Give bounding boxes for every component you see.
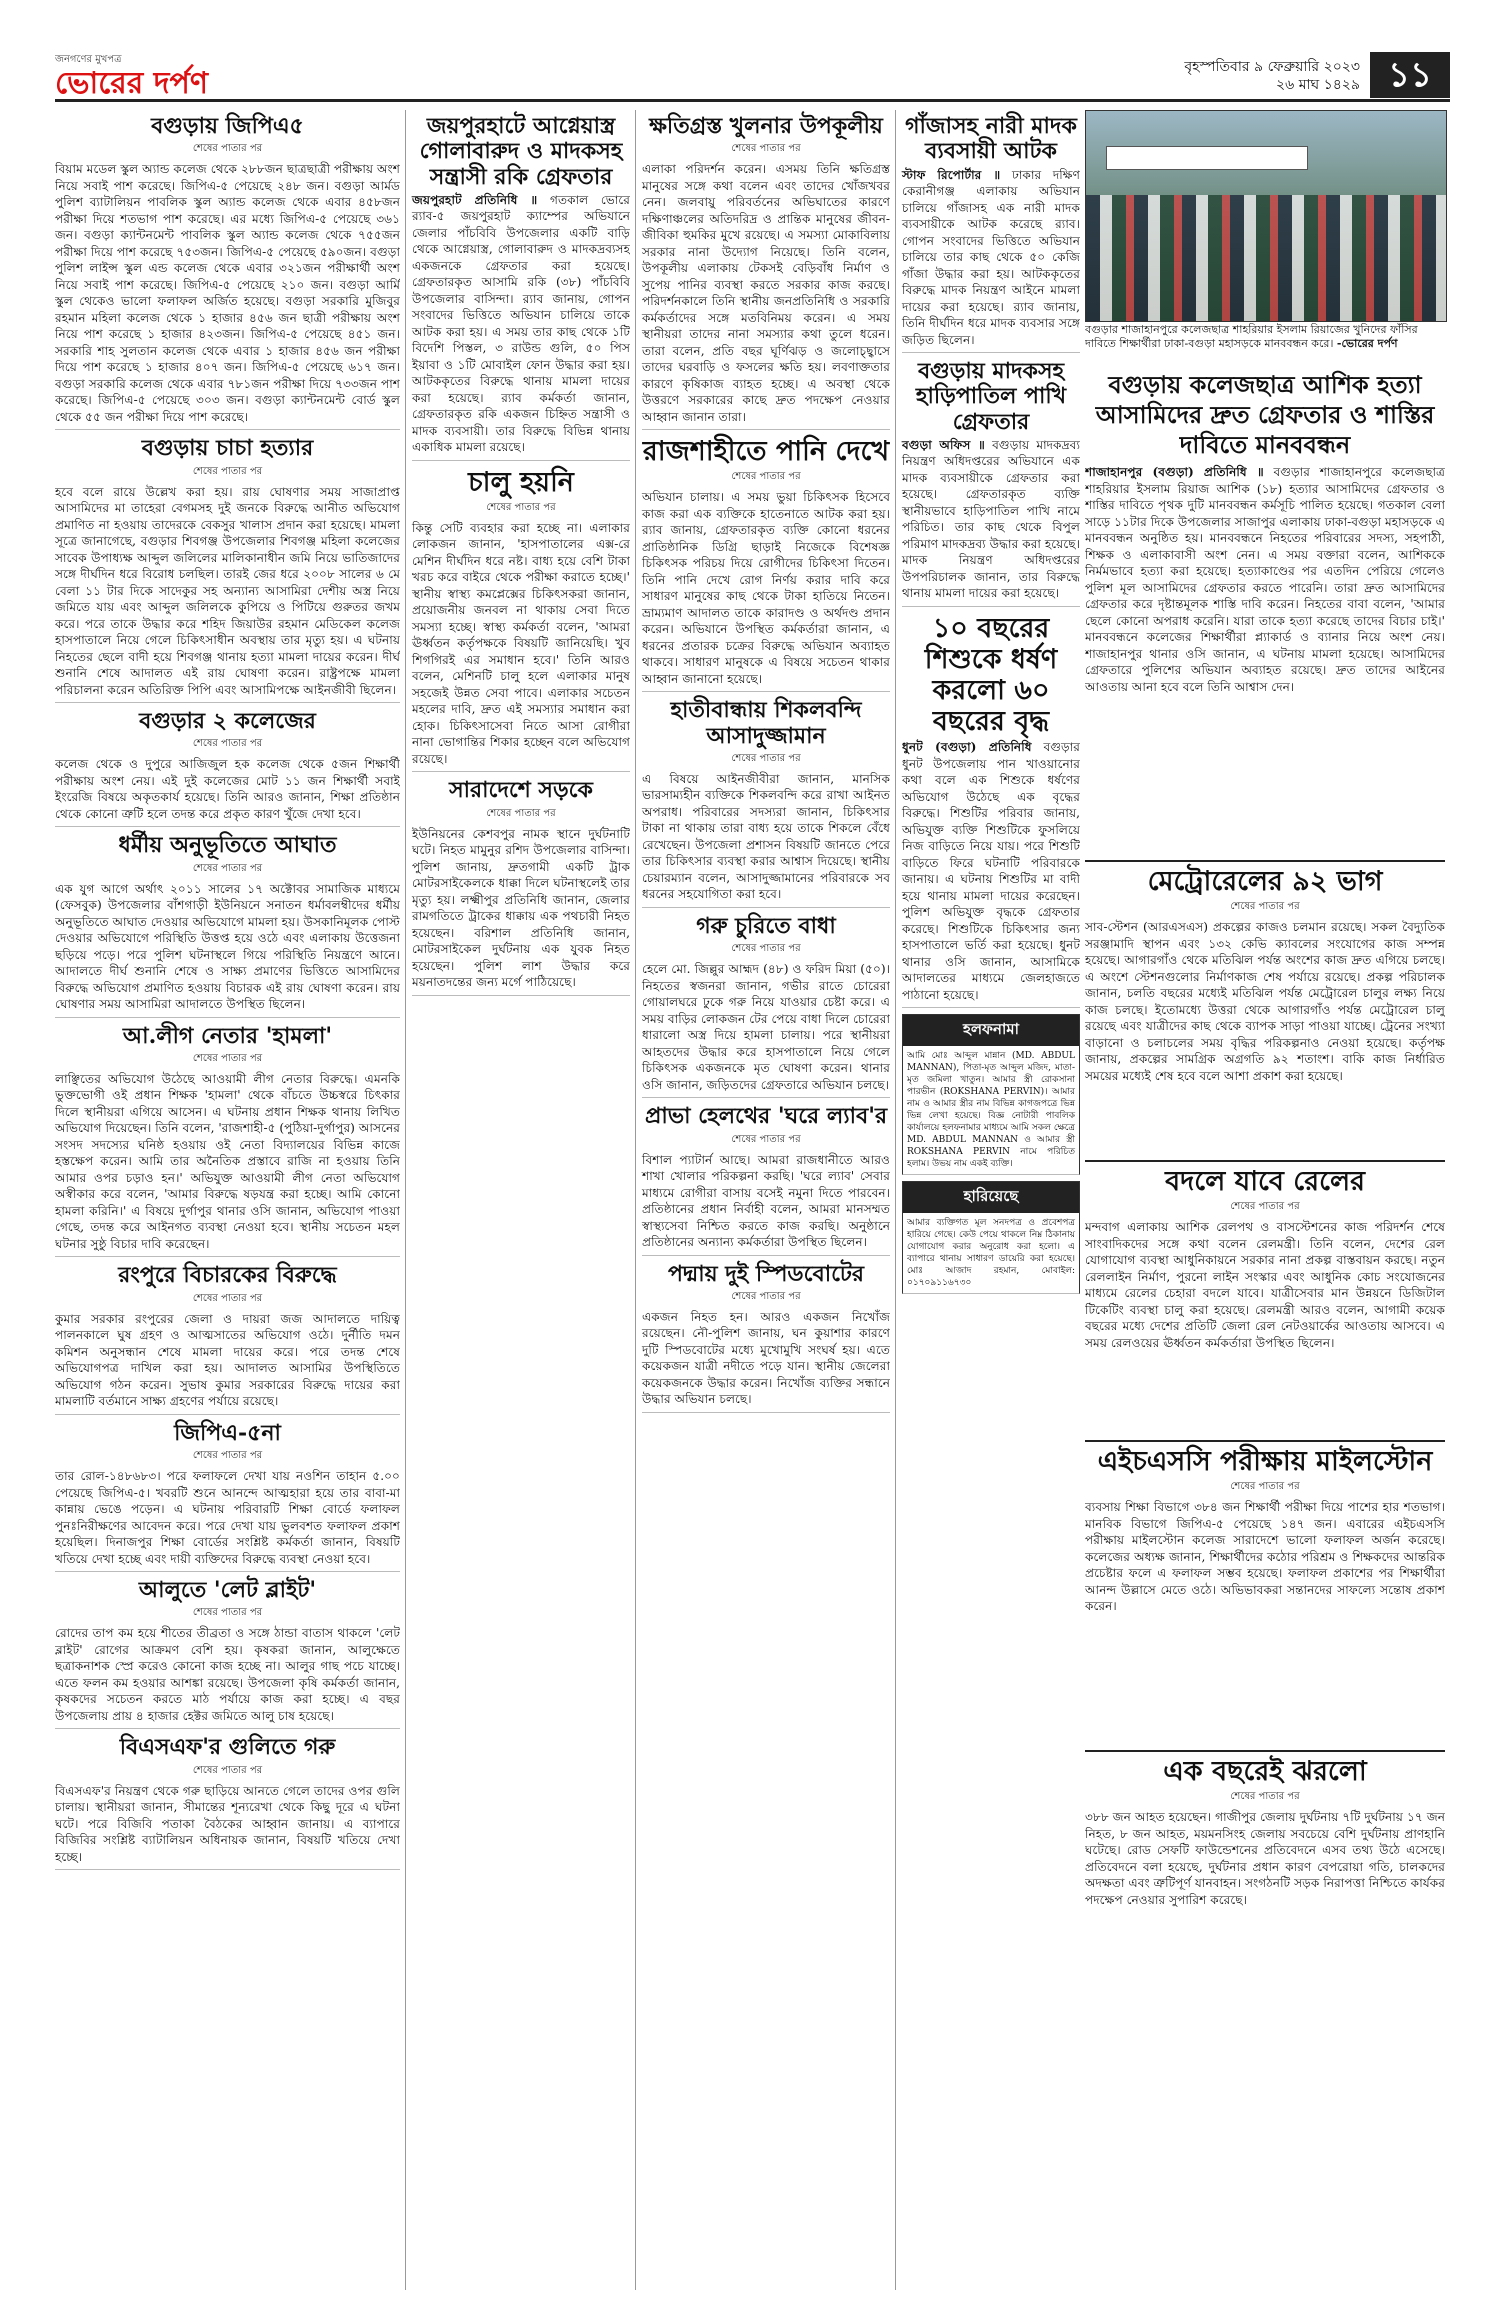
jump-line: শেষের পাতার পর [192, 1607, 263, 1619]
jump-line: শেষের পাতার পর [192, 862, 263, 874]
logo [55, 52, 208, 101]
article-byline: ধুনট (বগুড়া) প্রতিনিধি [902, 740, 1032, 755]
article [55, 436, 400, 703]
article-body: এক যুগ আগে অর্থাৎ ২০১১ সালের ১৭ অক্টোবর সামাজিক মাধ্যমে (ফেসবুক) উপজেলার বাঁশগাড়ী ইউনিয়নে সনাতন ধর্মাবলম্বীদের ধর্মীয় অনুভূতিতে আঘাত দেওয়ার অভিযোগে মামলা হয়। উসকানিমূলক পোস্ট দেওয়ার অভিযোগে পরিস্থিতি উত্তপ্ত হয়ে ওঠে এবং এলাকায় উত্তেজনা ছড়িয়ে পড়ে। পরে পুলিশ ঘটনাস্থলে গিয়ে পরিস্থিতি নিয়ন্ত্রণে আনে। আদালতে দীর্ঘ শুনানি শেষে ও সাক্ষ্য প্রমাণের ভিত্তিতে আসামিদের বিরুদ্ধে অভিযোগ প্রমাণিত হওয়ায় বিচারক এই রায় ঘোষণা করেন। রায় ঘোষণার সময় আসামিরা আদালতে উপস্থিত ছিলেন। [55, 881, 400, 1012]
article [55, 114, 400, 430]
lead-byline: শাজাহানপুর (বগুড়া) প্রতিনিধি ॥ [1085, 465, 1264, 479]
photo-banner [1106, 146, 1308, 170]
article-body: হেলে মো. জিল্লুর আহ্মদ (৪৮) ও ফরিদ মিয়া (৫০)। নিহতের স্বজনরা জানান, গভীর রাতে চোরেরা গোয়ালঘরে ঢুকে গরু নিয়ে যাওয়ার চেষ্টা করে। এ সময় বাড়ির লোকজন টের পেয়ে বাধা দিলে চোরেরা ধারালো অস্ত্র দিয়ে হামলা চালায়। পরে স্থানীয়রা আহতদের উদ্ধার করে হাসপাতালে নিয়ে গেলে চিকিৎসক একজনকে মৃত ঘোষণা করেন। থানার ওসি জানান, জড়িতদের গ্রেফতারে অভিযান চলছে। [642, 962, 890, 1092]
logo-name: ভোরের দর্পণ [55, 66, 208, 101]
article [55, 1263, 400, 1414]
hsc-headline: এইচএসসি পরীক্ষায় মাইলস্টোন [1097, 1446, 1433, 1477]
article-headline: বগুড়ায় জিপিএ৫ [151, 113, 304, 139]
article-byline: স্টাফ রিপোর্টার ॥ [902, 167, 1001, 182]
rail-headline: বদলে যাবে রেলের [1165, 1166, 1365, 1197]
article-headline: বগুড়ার ২ কলেজের [139, 708, 316, 735]
article-body: কুমার সরকার রংপুরের জেলা ও দায়রা জজ আদালতে দায়িত্ব পালনকালে ঘুষ গ্রহণ ও আত্মসাতের অভিযোগ ওঠে। দুর্নীতি দমন কমিশন অনুসন্ধান শেষে মামলা দায়ের করে। পরে তদন্ত শেষে অভিযোগপত্র দাখিল করা হয়। আদালত আসামির উপস্থিতিতে অভিযোগ গঠন করেন। সুভাষ কুমার সরকারের বিরুদ্ধে দায়ের করা মামলাটি বর্তমানে সাক্ষ্য গ্রহণের পর্যায়ে রয়েছে। [55, 1311, 400, 1409]
article [55, 833, 400, 1017]
article [902, 114, 1080, 353]
logo-tagline: জনগণের মুখপত্র [55, 54, 122, 65]
article-body: রোদের তাপ কম হয়ে শীতের তীব্রতা ও সঙ্গে ঠান্ডা বাতাস থাকলে 'লেট ব্লাইট' রোগের আক্রমণ বেশি হয়। কৃষকরা জানান, আলুক্ষেতে ছত্রাকনাশক স্প্রে করেও কোনো কাজ হচ্ছে না। আলুর গাছ পচে যাচ্ছে। এতে ফলন কম হওয়ার আশঙ্কা রয়েছে। উপজেলা কৃষি কর্মকর্তা জানান, কৃষকদের সচেতন করতে মাঠ পর্যায়ে কাজ করা হচ্ছে। এ বছর উপজেলায় প্রায় ৪ হাজার হেক্টর জমিতে আলু চাষ হয়েছে। [55, 1626, 400, 1723]
article-body: ঢাকার দক্ষিণ কেরানীগঞ্জ এলাকায় অভিযান চালিয়ে গাঁজাসহ এক নারী মাদক ব্যবসায়ীকে আটক করেছে র‌্যাব। গোপন সংবাদের ভিত্তিতে অভিযান চালিয়ে তার কাছ থেকে ৫০ কেজি গাঁজা উদ্ধার করা হয়। আটককৃতের বিরুদ্ধে মাদক নিয়ন্ত্রণ আইনে মামলা দায়ের করা হয়েছে। র‌্যাব জানায়, তিনি দীর্ঘদিন ধরে মাদক ব্যবসার সঙ্গে জড়িত ছিলেন। [902, 167, 1080, 347]
issue-date [1184, 58, 1360, 94]
article [55, 1578, 400, 1729]
accident-jump: শেষের পাতার পর [1230, 1791, 1300, 1803]
jump-line: শেষের পাতার পর [192, 1052, 263, 1064]
article-body: এলাকা পরিদর্শন করেন। এসময় তিনি ক্ষতিগ্রস্ত মানুষের সঙ্গে কথা বলেন এবং তাদের খোঁজখবর নেন। জলবায়ু পরিবর্তনের অভিঘাতের কারণে দক্ষিণাঞ্চলের অতিদরিদ্র ও প্রান্তিক মানুষের জীবন-জীবিকা হুমকির মুখে রয়েছে। এ সমস্যা মোকাবিলায় সরকার নানা উদ্যোগ নিয়েছে। তিনি বলেন, উপকূলীয় এলাকায় টেকসই বেড়িবাঁধ নির্মাণ ও সুপেয় পানির ব্যবস্থা করতে সরকার কাজ করছে। পরিদর্শনকালে তিনি স্থানীয় জনপ্রতিনিধি ও সরকারি কর্মকর্তাদের সঙ্গে মতবিনিময় করেন। এ সময় স্থানীয়রা তাদের নানা সমস্যার কথা তুলে ধরেন। তারা বলেন, প্রতি বছর ঘূর্ণিঝড় ও জলোচ্ছ্বাসে তাদের ঘরবাড়ি ও ফসলের ক্ষতি হয়। লবণাক্ততার কারণে কৃষিকাজ ব্যাহত হচ্ছে। এ অবস্থা থেকে উত্তরণে সরকারের কাছে দ্রুত পদক্ষেপ নেওয়ার আহ্বান জানান তারা। [642, 162, 890, 424]
jump-line: শেষের পাতার পর [486, 807, 556, 819]
hsc-body: ব্যবসায় শিক্ষা বিভাগে ৩৮৪ জন শিক্ষার্থী পরীক্ষা দিয়ে পাশের হার শতভাগ। মানবিক বিভাগে জিপিএ-৫ পেয়েছে ১৪৭ জন। এবারের এইচএসসি পরীক্ষায় মাইলস্টোন কলেজ সারাদেশে ভালো ফলাফল অর্জন করেছে। কলেজের অধ্যক্ষ জানান, শিক্ষার্থীদের কঠোর পরিশ্রম ও শিক্ষকদের আন্তরিক প্রচেষ্টার ফলে এ ফলাফল সম্ভব হয়েছে। ফলাফল প্রকাশের পর শিক্ষার্থীরা আনন্দ উল্লাসে মেতে ওঠে। অভিভাবকরা সন্তানদের সাফল্যে সন্তোষ প্রকাশ করেন। [1085, 1500, 1445, 1614]
rail-jump: শেষের পাতার পর [1230, 1201, 1300, 1213]
article-byline: বগুড়া অফিস ॥ [902, 437, 985, 452]
rail-story [1085, 1160, 1445, 1430]
article-headline: বগুড়ায় মাদকসহ হাড়িপাতিল পাখি গ্রেফতার [915, 358, 1067, 435]
jump-line: শেষের পাতার পর [192, 1450, 263, 1462]
accident-headline: এক বছরেই ঝরলো [1163, 1756, 1367, 1787]
jump-line: শেষের পাতার পর [731, 1133, 801, 1145]
article-headline: চালু হয়নি [468, 466, 574, 498]
jump-line: শেষের পাতার পর [192, 1764, 263, 1776]
column-1 [55, 110, 400, 2290]
accident-story [1085, 1750, 1445, 2290]
article-body: হবে বলে রায়ে উল্লেখ করা হয়। রায় ঘোষণার সময় সাজাপ্রাপ্ত আসামিদের মা তাহেরা বেগমসহ দুই জনকে বিরুদ্ধে আনীত অভিযোগ প্রমাণিত না হওয়ায় তাদেরকে বেকসুর খালাস প্রদান করা হয়েছে। মামলা সূত্রে জানাগেছে, বগুড়ার শিবগঞ্জ উপজেলার শিবগঞ্জ মহিলা কলেজের সাবেক উপাধ্যক্ষ আব্দুল জলিলের মালিকানাধীন জমি নিয়ে ভাতিজাদের সঙ্গে দীর্ঘদিন ধরে বিরোধ চলছিল। তারই জের ধরে ২০০৮ সালের ৬ মে বেলা ১১ টার দিকে সাদেকুর সহ অন্যান্য আসামিরা দেশীয় অস্ত্র নিয়ে জমিতে যায় এবং আব্দুল জলিলকে কুপিয়ে ও পিটিয়ে গুরুতর জখম করে। পরে তাকে উদ্ধার করে শহিদ জিয়াউর রহমান মেডিকেল কলেজ হাসপাতালে নিয়ে গেলে চিকিৎসাধীন অবস্থায় তার মৃত্যু হয়। এ ঘটনায় নিহতের ছেলে বাদী হয়ে শিবগঞ্জ থানায় হত্যা মামলা দায়ের করেন। দীর্ঘ শুনানি শেষে আদালত এই রায় ঘোষণা করেন। রাষ্ট্রপক্ষে মামলা পরিচালনা করেন অতিরিক্ত পিপি এবং আসামিপক্ষে আইনজীবী ছিলেন। [55, 484, 400, 697]
notice-title: হারিয়েছে [903, 1182, 1079, 1213]
article-byline: জয়পুরহাট প্রতিনিধি ॥ [412, 192, 538, 207]
hsc-jump: শেষের পাতার পর [1230, 1481, 1300, 1493]
article-headline: প্রাভা হেলথের 'ঘরে ল্যাব'র [644, 1103, 888, 1130]
article-body: বিয়াম মডেল স্কুল অ্যান্ড কলেজ থেকে ২৮৮জন ছাত্রছাত্রী পরীক্ষায় অংশ নিয়ে সবাই পাশ করেছে। জিপিএ-৫ পেয়েছে ২৪৮ জন। বগুড়া আর্মড পুলিশ ব্যাটালিয়ন পাবলিক স্কুল অ্যান্ড কলেজ থেকে এবার ৪৫৮জন পরীক্ষা দিয়ে শতভাগ পাশ করেছে। এর মধ্যে জিপিএ-৫ পেয়েছে ৩৬১ জন। বগুড়া ক্যান্টনমেন্ট পাবলিক স্কুল অ্যান্ড কলেজ থেকে ৭৫৫জন পরীক্ষা দিয়ে পাশ করেছে ৭৫৩জন। জিপিএ-৫ পেয়েছে ৫৯০জন। বগুড়া পুলিশ লাইন্স স্কুল এন্ড কলেজ থেকে এবার ৩২১জন পরীক্ষার্থী অংশ নিয়ে সবাই পাশ করেছে। জিপিএ-৫ পেয়েছে ২১০ জন। বগুড়া আর্মি স্কুল থেকেও ভালো ফলাফল অর্জিত হয়েছে। বগুড়া সরকারি মুজিবুর রহমান মহিলা কলেজ থেকে ১ হাজার ৪৫৬ জন ছাত্রী পরীক্ষায় অংশ নিয়ে পাশ করেছে ১ হাজার ৪২৩জন। জিপিএ-৫ পেয়েছে ৪৫১ জন। সরকারি শাহ সুলতান কলেজ থেকে এবার ১ হাজার ৪৫৬ জন পরীক্ষা দিয়ে পাশ করেছে ১ হাজার ৪০৭ জন। জিপিএ-৫ পেয়েছে ৬১৭ জন। বগুড়া সরকারি কলেজ থেকে এবার ৭৮১জন পরীক্ষা দিয়ে ৭৩৩জন পাশ করেছে। জিপিএ-৫ পেয়েছে ৩০৩ জন। বগুড়া ক্যান্টনমেন্ট বোর্ড স্কুল থেকে ৫৫ জন পরীক্ষা দিয়ে পাশ করেছে। [55, 162, 400, 424]
article-headline: ১০ বছরের শিশুকে ধর্ষণ করলো ৬০ বছরের বৃদ্ধ [924, 612, 1058, 738]
article-headline: জিপিএ-৫না [174, 1419, 281, 1446]
metro-headline: মেট্রোরেলের ৯২ ভাগ [1147, 866, 1383, 897]
notice-title: হলফনামা [903, 1015, 1079, 1046]
article-headline: বগুড়ায় চাচা হত্যার [141, 435, 314, 462]
article [902, 1181, 1080, 1294]
article-body: অভিযান চালায়। এ সময় ভুয়া চিকিৎসক হিসেবে কাজ করা এক ব্যক্তিকে হাতেনাতে আটক করা হয়। র‌্যাব জানায়, গ্রেফতারকৃত ব্যক্তি কোনো ধরনের প্রাতিষ্ঠানিক ডিগ্রি ছাড়াই নিজেকে বিশেষজ্ঞ চিকিৎসক পরিচয় দিয়ে রোগীদের চিকিৎসা দিতেন। তিনি পানি দেখে রোগ নির্ণয় করার দাবি করে সাধারণ মানুষের কাছ থেকে টাকা হাতিয়ে নিতেন। ভ্রাম্যমাণ আদালত তাকে কারাদণ্ড ও অর্থদণ্ড প্রদান করেন। অভিযানে উপস্থিত কর্মকর্তারা জানান, এ ধরনের প্রতারক চক্রের বিরুদ্ধে অভিযান অব্যাহত থাকবে। সাধারণ মানুষকে এ বিষয়ে সচেতন থাকার আহ্বান জানানো হয়েছে। [642, 490, 890, 686]
metro-jump: শেষের পাতার পর [1230, 901, 1300, 913]
notice-body: আমি মোঃ আব্দুল মান্নান (MD. ABDUL MANNAN), পিতা-মৃত আব্দুল মজিদ, মাতা-মৃত জমিলা খাতুন। আমার স্ত্রী রোকসানা পারভীন (ROKSHANA PERVIN)। আমার নাম ও আমার স্ত্রীর নাম বিভিন্ন কাগজপত্রে ভিন্ন ভিন্ন লেখা হয়েছে। বিজ্ঞ নোটারী পাবলিক কার্যালয়ে হলফনামার মাধ্যমে আমি সকল ক্ষেত্রে MD. ABDUL MANNAN ও আমার স্ত্রী ROKSHANA PERVIN নামে পরিচিত হলাম। উভয় নাম একই ব্যক্তি। [907, 1051, 1075, 1170]
article-headline: সারাদেশে সড়কে [449, 777, 593, 804]
article [642, 1104, 890, 1255]
jump-line: শেষের পাতার পর [192, 143, 263, 155]
article [642, 914, 890, 1098]
article [55, 1421, 400, 1572]
article-headline: ধর্মীয় অনুভূতিতে আঘাত [118, 832, 337, 859]
article-body: বগুড়ায় মাদকদ্রব্য নিয়ন্ত্রণ অধিদপ্তরের অভিযানে এক মাদক ব্যবসায়ীকে গ্রেফতার করা হয়েছে। গ্রেফতারকৃত ব্যক্তি স্থানীয়ভাবে হাড়িপাতিল পাখি নামে পরিচিত। তার কাছ থেকে বিপুল পরিমাণ মাদকদ্রব্য উদ্ধার করা হয়েছে। মাদক নিয়ন্ত্রণ অধিদপ্তরের উপপরিচালক জানান, তার বিরুদ্ধে থানায় মামলা দায়ের করা হয়েছে। [902, 437, 1080, 601]
article [642, 436, 890, 692]
article [902, 359, 1080, 607]
article [642, 114, 890, 430]
lead-body: বগুড়ার শাজাহানপুরে কলেজছাত্র শাহরিয়ার ইসলাম রিয়াজ আশিক (১৮) হত্যার আসামিদের গ্রেফতার ও শাস্তির দাবিতে পৃথক দুটি মানববন্ধন কর্মসূচি পালিত হয়েছে। গতকাল বেলা সাড়ে ১১টার দিকে উপজেলার সাজাপুর এলাকায় ঢাকা-বগুড়া মহাসড়কে এ মানববন্ধন অনুষ্ঠিত হয়। মানববন্ধনে নিহতের পরিবারের সদস্য, সহপাঠী, শিক্ষক ও এলাকাবাসী অংশ নেন। এ সময় বক্তারা বলেন, আশিককে নির্মমভাবে হত্যা করা হয়েছে। হত্যাকাণ্ডের পর এতদিন পেরিয়ে গেলেও পুলিশ মূল আসামিদের গ্রেফতার করতে পারেনি। তারা দ্রুত আসামিদের গ্রেফতার করে দৃষ্টান্তমূলক শাস্তি দাবি করেন। নিহতের বাবা বলেন, 'আমার ছেলে কোনো অপরাধ করেনি। যারা তাকে হত্যা করেছে তাদের বিচার চাই।' মানববন্ধনে কলেজের শিক্ষার্থীরা প্ল্যাকার্ড ও ব্যানার নিয়ে অংশ নেয়। শাজাহানপুর থানার ওসি জানান, এ ঘটনায় মামলা হয়েছে। আসামিদের গ্রেফতারে পুলিশের অভিযান অব্যাহত রয়েছে। দ্রুত তাদের আইনের আওতায় আনা হবে বলে তিনি আশ্বাস দেন। [1085, 465, 1445, 694]
article-body: লাঞ্ছিতের অভিযোগ উঠেছে আওয়ামী লীগ নেতার বিরুদ্ধে। এমনকি ভুক্তভোগী ওই প্রধান শিক্ষক 'হামলা' থেকে বাঁচতে উচ্চস্বরে চিৎকার দিলে স্থানীয়রা এগিয়ে আসেন। এ ঘটনায় প্রধান শিক্ষক থানায় লিখিত অভিযোগ দিয়েছেন। তিনি বলেন, 'রাজশাহী-৫ (পুঠিয়া-দুর্গাপুর) আসনের সংসদ সদস্যের ঘনিষ্ঠ হওয়ায় ওই নেতা বিদ্যালয়ের বিভিন্ন কাজে হস্তক্ষেপ করেন। আমি তার অনৈতিক প্রস্তাবে রাজি না হওয়ায় তিনি আমার ওপর চড়াও হন।' অভিযুক্ত আওয়ামী লীগ নেতা অভিযোগ অস্বীকার করে বলেন, 'আমার বিরুদ্ধে ষড়যন্ত্র করা হচ্ছে। আমি কোনো হামলা করিনি।' এ বিষয়ে দুর্গাপুর থানার ওসি জানান, অভিযোগ পাওয়া গেছে, তদন্ত করে আইনগত ব্যবস্থা নেওয়া হবে। স্থানীয় সচেতন মহল ঘটনার সুষ্ঠু বিচার দাবি করেছেন। [55, 1071, 400, 1251]
article-body: বিশাল প্যাটার্ন আছে। আমরা রাজধানীতে আরও শাখা খোলার পরিকল্পনা করছি। 'ঘরে ল্যাব' সেবার মাধ্যমে রোগীরা বাসায় বসেই নমুনা দিতে পারবেন। প্রতিষ্ঠানের প্রধান নির্বাহী বলেন, আমরা মানসম্মত স্বাস্থ্যসেবা নিশ্চিত করতে কাজ করছি। অনুষ্ঠানে প্রতিষ্ঠানের অন্যান্য কর্মকর্তারা উপস্থিত ছিলেন। [642, 1152, 890, 1250]
article [902, 613, 1080, 1008]
article-body: কিন্তু সেটি ব্যবহার করা হচ্ছে না। এলাকার লোকজন জানান, 'হাসপাতালের এক্স-রে মেশিন দীর্ঘদিন ধরে নষ্ট। বাধ্য হয়ে বেশি টাকা খরচ করে বাইরে থেকে পরীক্ষা করাতে হচ্ছে।' স্থানীয় স্বাস্থ্য কমপ্লেক্সের চিকিৎসকরা জানান, প্রয়োজনীয় জনবল না থাকায় সেবা দিতে সমস্যা হচ্ছে। স্বাস্থ্য কর্মকর্তা বলেন, 'আমরা ঊর্ধ্বতন কর্তৃপক্ষকে বিষয়টি জানিয়েছি। খুব শিগগিরই এর সমাধান হবে।' তিনি আরও বলেন, মেশিনটি চালু হলে এলাকার মানুষ সহজেই উন্নত সেবা পাবে। এলাকার সচেতন মহলের দাবি, দ্রুত এই সমস্যার সমাধান করা হোক। চিকিৎসাসেবা নিতে আসা রোগীরা নানা ভোগান্তির শিকার হচ্ছেন বলে অভিযোগ রয়েছে। [412, 520, 630, 766]
article-headline: রংপুরে বিচারকের বিরুদ্ধে [118, 1262, 337, 1289]
jump-line: শেষের পাতার পর [731, 471, 801, 483]
jump-line: শেষের পাতার পর [731, 1290, 801, 1302]
metro-body: সাব-স্টেশন (আরএসএস) প্রকল্পের কাজও চলমান রয়েছে। সকল বৈদ্যুতিক সরঞ্জামাদি স্থাপন এবং ১৩২ কেভি ক্যাবলের সংযোগের কাজ সম্পন্ন হয়েছে। আগারগাঁও থেকে মতিঝিল পর্যন্ত অংশের কাজ দ্রুত এগিয়ে চলছে। এ অংশে স্টেশনগুলোর নির্মাণকাজ শেষ পর্যায়ে রয়েছে। প্রকল্প পরিচালক জানান, চলতি বছরের মধ্যেই মতিঝিল পর্যন্ত মেট্রোরেল চালুর লক্ষ্য নিয়ে কাজ চলছে। ইতোমধ্যে উত্তরা থেকে আগারগাঁও পর্যন্ত মেট্রোরেল চালু রয়েছে এবং যাত্রীদের কাছ থেকে ব্যাপক সাড়া পাওয়া যাচ্ছে। ট্রেনের সংখ্যা বাড়ানো ও চলাচলের সময় বৃদ্ধির পরিকল্পনাও নেওয়া হয়েছে। কর্তৃপক্ষ জানায়, প্রকল্পের সামগ্রিক অগ্রগতি ৯২ শতাংশ। বাকি কাজ নির্ধারিত সময়ের মধ্যেই শেষ হবে বলে আশা প্রকাশ করা হয়েছে। [1085, 920, 1445, 1083]
article-headline: গরু চুরিতে বাধা [696, 912, 836, 939]
article-headline: রাজশাহীতে পানি দেখে [642, 436, 890, 468]
date-bengali: ২৬ মাঘ ১৪২৯ [1276, 77, 1360, 93]
article [902, 1014, 1080, 1175]
article-headline: ক্ষতিগ্রস্ত খুলনার উপকূলীয় [649, 113, 883, 139]
article [55, 1735, 400, 1870]
article [55, 1024, 400, 1258]
article [642, 1262, 890, 1413]
accident-body: ৩৮৮ জন আহত হয়েছেন। গাজীপুর জেলায় দুর্ঘটনায় ৭টি দুর্ঘটনায় ১৭ জন নিহত, ৮ জন আহত, ময়মনসিংহ জেলায় সবচেয়ে বেশি দুর্ঘটনায় প্রাণহানি ঘটেছে। রোড সেফটি ফাউন্ডেশনের প্রতিবেদনে এসব তথ্য উঠে এসেছে। প্রতিবেদনে বলা হয়েছে, দুর্ঘটনার প্রধান কারণ বেপরোয়া গতি, চালকদের অদক্ষতা এবং ত্রুটিপূর্ণ যানবাহন। সংগঠনটি সড়ক নিরাপত্তা নিশ্চিতে কার্যকর পদক্ষেপ নেওয়ার সুপারিশ করেছে। [1085, 1810, 1445, 1907]
jump-line: শেষের পাতার পর [731, 143, 801, 155]
photo-caption: বগুড়ার শাজাহানপুরে কলেজছাত্র শাহরিয়ার ইসলাম রিয়াজের খুনিদের ফাঁসির দাবিতে শিক্ষার্থীরা ঢাকা-বগুড়া মহাসড়কে মানববন্ধন করে। [1085, 323, 1418, 350]
news-photo [1085, 110, 1447, 322]
jump-line: শেষের পাতার পর [731, 943, 801, 955]
jump-line: শেষের পাতার পর [192, 465, 263, 477]
notice-body: আমার ব্যক্তিগত মূল সনদপত্র ও প্রবেশপত্র হারিয়ে গেছে। কেউ পেয়ে থাকলে নিম্ন ঠিকানায় যোগাযোগ করার অনুরোধ করা হলো। এ ব্যাপারে থানায় সাধারণ ডায়েরি করা হয়েছে। মোঃ আজাদ রহমান, মোবাইল: ০১৭০৯১১৬৭৩০ [907, 1218, 1075, 1289]
article-headline: জয়পুরহাটে আগ্নেয়াস্ত্র গোলাবারুদ ও মাদকসহ সন্ত্রাসী রকি গ্রেফতার [419, 113, 623, 190]
article-body: একজন নিহত হন। আরও একজন নিখোঁজ রয়েছেন। নৌ-পুলিশ জানায়, ঘন কুয়াশার কারণে দুটি স্পিডবোটের মধ্যে মুখোমুখি সংঘর্ষ হয়। এতে কয়েকজন যাত্রী নদীতে পড়ে যান। স্থানীয় জেলেরা কয়েকজনকে উদ্ধার করেন। নিখোঁজ ব্যক্তির সন্ধানে উদ্ধার অভিযান চলছে। [642, 1309, 890, 1407]
article [412, 778, 630, 995]
article-body: বগুড়ার ধুনট উপজেলায় পান খাওয়ানোর কথা বলে এক শিশুকে ধর্ষণের অভিযোগ উঠেছে এক বৃদ্ধের বিরুদ্ধে। শিশুটির পরিবার জানায়, অভিযুক্ত ব্যক্তি শিশুটিকে ফুসলিয়ে নিজ বাড়িতে নিয়ে যায়। পরে শিশুটি বাড়িতে ফিরে ঘটনাটি পরিবারকে জানায়। এ ঘটনায় শিশুটির মা বাদী হয়ে থানায় মামলা দায়ের করেছেন। পুলিশ অভিযুক্ত বৃদ্ধকে গ্রেফতার করেছে। শিশুটিকে চিকিৎসার জন্য হাসপাতালে ভর্তি করা হয়েছে। ধুনট থানার ওসি জানান, আসামিকে আদালতের মাধ্যমে জেলহাজতে পাঠানো হয়েছে। [902, 740, 1080, 1002]
article [412, 467, 630, 773]
date-gregorian: বৃহস্পতিবার ৯ ফেব্রুয়ারি ২০২৩ [1184, 59, 1360, 75]
lead-story [1085, 370, 1445, 850]
lead-headline: বগুড়ায় কলেজছাত্র আশিক হত্যা আসামিদের দ্রুত গ্রেফতার ও শাস্তির দাবিতে মানববন্ধন [1095, 370, 1435, 459]
article-body: কলেজ থেকে ও দুপুরে আজিজুল হক কলেজ থেকে ৫জন শিক্ষার্থী পরীক্ষায় অংশ নেয়। এই দুই কলেজের মোট ১১ জন শিক্ষার্থী সবাই ইংরেজি বিষয়ে অকৃতকার্য হয়েছে। তিনি আরও জানান, শিক্ষা প্রতিষ্ঠান থেকে কোনো ত্রুটি হলে তদন্ত করে প্রকৃত কারণ খুঁজে দেখা হবে। [55, 757, 400, 821]
article-body: তার রোল-১৪৮৬৮৩। পরে ফলাফলে দেখা যায় নওশিন তাহান ৫.০০ পেয়েছে জিপিএ-৫। খবরটি শুনে আনন্দে আত্মহারা হয়ে তার বাবা-মা কান্নায় ভেঙে পড়েন। এ ঘটনায় পরিবারটি শিক্ষা বোর্ডে ফলাফল পুনঃনিরীক্ষণের আবেদন করে। পরে দেখা যায় ভুলবশত ফলাফল প্রকাশ হয়েছিল। দিনাজপুর শিক্ষা বোর্ডের সংশ্লিষ্ট কর্মকর্তা জানান, বিষয়টি খতিয়ে দেখা হচ্ছে এবং দায়ী ব্যক্তিদের বিরুদ্ধে ব্যবস্থা নেওয়া হবে। [55, 1469, 400, 1566]
article-body: এ বিষয়ে আইনজীবীরা জানান, মানসিক ভারসাম্যহীন ব্যক্তিকে শিকলবন্দি করে রাখা আইনত অপরাধ। পরিবারের সদস্যরা জানান, চিকিৎসার টাকা না থাকায় তারা বাধ্য হয়ে তাকে শিকলে বেঁধে রেখেছেন। উপজেলা প্রশাসন বিষয়টি জানতে পেরে তার চিকিৎসার ব্যবস্থা করার আশ্বাস দিয়েছে। স্থানীয় চেয়ারম্যান বলেন, আসাদুজ্জামানের পরিবারকে সব ধরনের সহযোগিতা করা হবে। [642, 771, 890, 902]
article-headline: গাঁজাসহ নারী মাদক ব্যবসায়ী আটক [905, 113, 1077, 165]
jump-line: শেষের পাতার পর [486, 501, 556, 513]
hsc-story [1085, 1440, 1445, 1740]
photo-crowd [1086, 195, 1446, 321]
column-4 [895, 110, 1080, 2290]
article-headline: বিএসএফ'র গুলিতে গরু [119, 1734, 336, 1761]
page-number: ১১ [1370, 52, 1450, 98]
article-headline: হাতীবান্ধায় শিকলবন্দি আসাদুজ্জামান [670, 697, 862, 749]
column-2 [405, 110, 630, 2290]
article-headline: আ.লীগ নেতার 'হামলা' [122, 1022, 333, 1049]
column-3 [635, 110, 890, 2290]
photo-caption-block [1085, 323, 1445, 369]
masthead [55, 52, 1450, 102]
article-body: বিএসএফ'র নিয়ন্ত্রণ থেকে গরু ছাড়িয়ে আনতে গেলে তাদের ওপর গুলি চালায়। স্থানীয়রা জানান, সীমান্তের শূন্যরেখা থেকে কিছু দূরে এ ঘটনা ঘটে। পরে বিজিবি পতাকা বৈঠকের আহ্বান জানায়। এ ব্যাপারে বিজিবির সংশ্লিষ্ট ব্যাটালিয়ন অধিনায়ক জানান, বিষয়টি খতিয়ে দেখা হচ্ছে। [55, 1783, 400, 1864]
article [412, 114, 630, 461]
article [55, 709, 400, 827]
article-headline: আলুতে 'লেট ব্লাইট' [138, 1577, 317, 1604]
article-body: ইউনিয়নের কেশবপুর নামক স্থানে দুর্ঘটনাটি ঘটে। নিহত মামুনুর রশিদ উপজেলার বাসিন্দা। পুলিশ জানায়, দ্রুতগামী একটি ট্রাক মোটরসাইকেলকে ধাক্কা দিলে ঘটনাস্থলেই তার মৃত্যু হয়। লক্ষ্মীপুর প্রতিনিধি জানান, জেলার রামগতিতে ট্রাকের ধাক্কায় এক পথচারী নিহত হয়েছেন। বরিশাল প্রতিনিধি জানান, মোটরসাইকেল দুর্ঘটনায় এক যুবক নিহত হয়েছেন। পুলিশ লাশ উদ্ধার করে ময়নাতদন্তের জন্য মর্গে পাঠিয়েছে। [412, 826, 630, 990]
jump-line: শেষের পাতার পর [192, 1292, 263, 1304]
rail-body: মন্দবাগ এলাকায় আশিক রেলপথ ও বাসস্টেশনের কাজ পরিদর্শন শেষে সাংবাদিকদের সঙ্গে কথা বলেন রেলমন্ত্রী। তিনি বলেন, দেশের রেল যোগাযোগ ব্যবস্থা আধুনিকায়নে সরকার নানা প্রকল্প বাস্তবায়ন করছে। নতুন রেললাইন নির্মাণ, পুরনো লাইন সংস্কার এবং আধুনিক কোচ সংযোজনের মাধ্যমে রেলের চেহারা বদলে যাবে। যাত্রীসেবার মান উন্নয়নে ডিজিটাল টিকেটিং ব্যবস্থা চালু করা হয়েছে। রেলমন্ত্রী আরও বলেন, আগামী কয়েক বছরের মধ্যে দেশের প্রতিটি জেলা রেল নেটওয়ার্কের আওতায় আসবে। এ সময় রেলওয়ের ঊর্ধ্বতন কর্মকর্তারা উপস্থিত ছিলেন। [1085, 1220, 1445, 1350]
metro-story [1085, 860, 1445, 1150]
jump-line: শেষের পাতার পর [192, 738, 263, 750]
article [642, 698, 890, 908]
article-headline: পদ্মায় দুই স্পিডবোটের [667, 1260, 865, 1287]
photo-credit: -ভোরের দর্পণ [1336, 337, 1398, 350]
article-body: গতকাল ভোরে র‌্যাব-৫ জয়পুরহাট ক্যাম্পের অভিযানে জেলার পাঁচবিবি উপজেলার একটি বাড়ি থেকে আগ্নেয়াস্ত্র, গোলাবারুদ ও মাদকদ্রব্যসহ একজনকে গ্রেফতার করা হয়েছে। গ্রেফতারকৃত আসামি রকি (৩৮) পাঁচবিবি উপজেলার বাসিন্দা। র‌্যাব জানায়, গোপন সংবাদের ভিত্তিতে অভিযান চালিয়ে তাকে আটক করা হয়। এ সময় তার কাছ থেকে ১টি বিদেশি পিস্তল, ৩ রাউন্ড গুলি, ৫০ পিস ইয়াবা ও ১টি মোবাইল ফোন উদ্ধার করা হয়। আটককৃতের বিরুদ্ধে থানায় মামলা দায়ের করা হয়েছে। র‌্যাব কর্মকর্তা জানান, গ্রেফতারকৃত রকি একজন চিহ্নিত সন্ত্রাসী ও মাদক ব্যবসায়ী। তার বিরুদ্ধে বিভিন্ন থানায় একাধিক মামলা রয়েছে। [412, 192, 630, 455]
jump-line: শেষের পাতার পর [731, 752, 801, 764]
